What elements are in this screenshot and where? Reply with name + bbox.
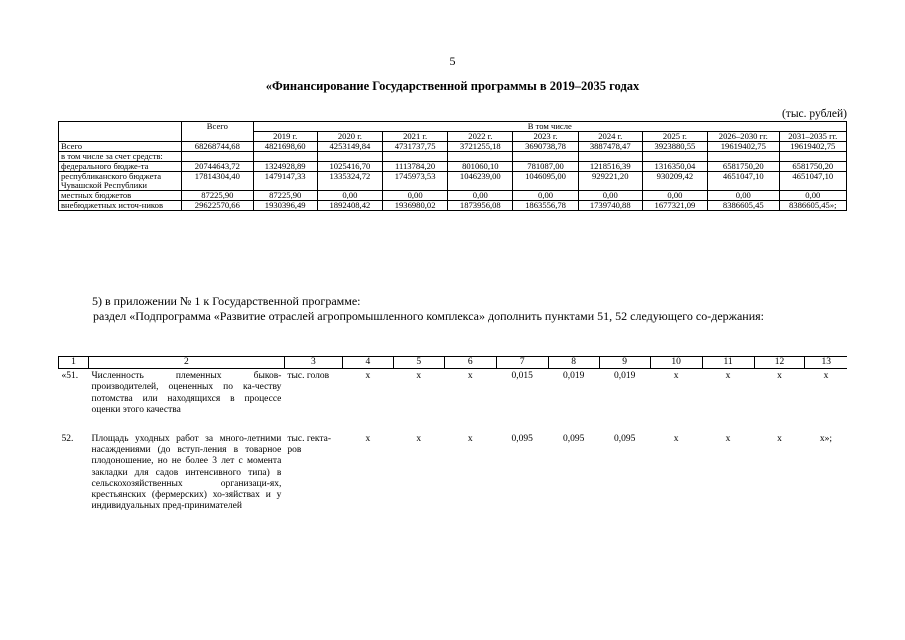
sub-row-unit: тыс. гекта-ров bbox=[287, 434, 332, 456]
sub-row-value: 0,019 bbox=[562, 371, 585, 382]
sub-row-value: x bbox=[673, 434, 679, 445]
fin-year-header: 2024 г. bbox=[578, 132, 642, 142]
sub-row-value: 0,095 bbox=[511, 434, 533, 445]
fin-row-value: 930209,42 bbox=[642, 172, 707, 191]
sub-row-spacer bbox=[59, 418, 848, 432]
fin-row-value: 0,00 bbox=[513, 191, 578, 201]
fin-row-value: 4651047,10 bbox=[779, 172, 846, 191]
fin-row-value: 1316350,04 bbox=[642, 162, 707, 172]
fin-row-value: 1892408,42 bbox=[317, 201, 382, 211]
sub-col-number: 7 bbox=[496, 357, 548, 369]
fin-row-value: 1745973,53 bbox=[383, 172, 448, 191]
fin-row-label: Всего bbox=[59, 142, 182, 152]
fin-row-value: 1046239,00 bbox=[448, 172, 513, 191]
page-number: 5 bbox=[449, 54, 456, 68]
sub-row-value: x bbox=[365, 371, 371, 382]
fin-table-row bbox=[59, 191, 847, 201]
sub-col-number: 11 bbox=[702, 357, 754, 369]
fin-row-label: республиканского бюджета Чувашской Республики bbox=[59, 172, 182, 191]
sub-col-number: 10 bbox=[650, 357, 702, 369]
fin-row-value: 1335324,72 bbox=[317, 172, 382, 191]
fin-table-row bbox=[59, 142, 847, 152]
sub-row-name: Площадь уходных работ за много-летними насаждениями (до вступ-ления в товарное плодоношение, но не более 3 лет с момента закладки для садов интенсивного типа) в сельскохозяйственных организаци-ях, крестьянских (фермерских) хо-зяйствах и у индивидуальных пред-принимателей bbox=[91, 434, 282, 512]
sub-table-header-row bbox=[59, 357, 848, 369]
sub-row-value: x bbox=[777, 371, 782, 382]
fin-row-total: 29622570,66 bbox=[182, 201, 254, 211]
fin-row-label: федерального бюдже-та bbox=[59, 162, 182, 172]
fin-row-label: в том числе за счет средств: bbox=[59, 152, 182, 162]
fin-row-value: 1025416,70 bbox=[317, 162, 382, 172]
sub-row-value: x bbox=[467, 434, 473, 445]
fin-row-value: 8386605,45»; bbox=[779, 201, 846, 211]
fin-row-total: 87225,90 bbox=[182, 191, 254, 201]
fin-header-group: В том числе bbox=[253, 122, 846, 132]
fin-row-value: 1873956,08 bbox=[448, 201, 513, 211]
sub-row-value: x bbox=[416, 434, 422, 445]
financing-table bbox=[58, 121, 847, 211]
fin-row-total: 68268744,68 bbox=[182, 142, 254, 152]
fin-row-total: 17814304,40 bbox=[182, 172, 254, 191]
fin-row-value: 0,00 bbox=[578, 191, 642, 201]
sub-row-value: 0,019 bbox=[613, 371, 636, 382]
fin-row-value: 1739740,88 bbox=[578, 201, 642, 211]
fin-row-label: внебюджетных источ-ников bbox=[59, 201, 182, 211]
fin-header-blank bbox=[59, 122, 182, 142]
fin-year-header: 2019 г. bbox=[253, 132, 317, 142]
fin-row-value: 0,00 bbox=[317, 191, 382, 201]
fin-row-label: местных бюджетов bbox=[59, 191, 182, 201]
fin-row-value: 1218516,39 bbox=[578, 162, 642, 172]
fin-year-header: 2021 г. bbox=[383, 132, 448, 142]
fin-year-header: 2023 г. bbox=[513, 132, 578, 142]
fin-row-value: 1479147,33 bbox=[253, 172, 317, 191]
fin-row-value: 801060,10 bbox=[448, 162, 513, 172]
fin-year-header: 2020 г. bbox=[317, 132, 382, 142]
fin-table-row bbox=[59, 201, 847, 211]
fin-row-value: 4651047,10 bbox=[708, 172, 780, 191]
sub-row-value: x bbox=[467, 371, 473, 382]
fin-row-value bbox=[513, 152, 578, 162]
sub-row-number: 52. bbox=[61, 434, 74, 445]
sub-row-unit: тыс. голов bbox=[287, 371, 330, 382]
fin-row-value: 1046095,00 bbox=[513, 172, 578, 191]
fin-row-value: 0,00 bbox=[779, 191, 846, 201]
sub-row-name: Численность племенных быков-производителей, оцененных по ка-честву потомства или находящихся в процессе оценки этого качества bbox=[91, 371, 282, 415]
sub-col-number: 5 bbox=[393, 357, 444, 369]
fin-row-value: 0,00 bbox=[383, 191, 448, 201]
fin-table-row bbox=[59, 162, 847, 172]
sub-row-value: x»; bbox=[819, 434, 833, 445]
sub-row-value: x bbox=[823, 371, 829, 382]
fin-row-value: 6581750,20 bbox=[708, 162, 780, 172]
fin-row-value: 4253149,84 bbox=[317, 142, 382, 152]
sub-table-row bbox=[59, 432, 848, 514]
fin-row-value bbox=[642, 152, 707, 162]
fin-row-value: 1113784,20 bbox=[383, 162, 448, 172]
sub-col-number: 13 bbox=[805, 357, 847, 369]
fin-row-value: 929221,20 bbox=[578, 172, 642, 191]
fin-row-value: 1936980,02 bbox=[383, 201, 448, 211]
fin-row-value bbox=[708, 152, 780, 162]
sub-row-value: 0,015 bbox=[511, 371, 533, 382]
sub-table-row bbox=[59, 369, 848, 418]
sub-row-number: «51. bbox=[61, 371, 79, 382]
fin-year-header: 2026–2030 гг. bbox=[708, 132, 780, 142]
fin-row-value: 4731737,75 bbox=[383, 142, 448, 152]
sub-table-body bbox=[59, 369, 848, 515]
paragraph-section-add: раздел «Подпрограмма «Развитие отраслей агропромышленного комплекса» дополнить пунктами 51, 52 следующего со-держания: bbox=[93, 309, 764, 323]
units-label: (тыс. рублей) bbox=[781, 108, 847, 120]
fin-table-row bbox=[59, 172, 847, 191]
sub-row-value: x bbox=[777, 434, 782, 445]
fin-year-header: 2031–2035 гг. bbox=[779, 132, 846, 142]
fin-row-value: 3721255,18 bbox=[448, 142, 513, 152]
fin-row-value: 3690738,78 bbox=[513, 142, 578, 152]
sub-col-number: 2 bbox=[88, 357, 284, 369]
fin-row-value bbox=[383, 152, 448, 162]
paragraph-item-5: 5) в приложении № 1 к Государственной программе: bbox=[92, 294, 361, 308]
fin-table-body bbox=[59, 142, 847, 211]
subprogram-indicators-table bbox=[58, 356, 847, 514]
fin-row-value: 3923880,55 bbox=[642, 142, 707, 152]
sub-row-value: x bbox=[725, 371, 731, 382]
fin-row-value: 8386605,45 bbox=[708, 201, 780, 211]
sub-col-number: 12 bbox=[754, 357, 805, 369]
sub-row-value: x bbox=[365, 434, 371, 445]
document-title: «Финансирование Государственной программы в 2019–2035 годах bbox=[265, 79, 640, 93]
fin-row-value: 0,00 bbox=[708, 191, 780, 201]
fin-row-value: 1930396,49 bbox=[253, 201, 317, 211]
fin-row-value: 0,00 bbox=[448, 191, 513, 201]
fin-row-value: 87225,90 bbox=[253, 191, 317, 201]
sub-row-value: x bbox=[673, 371, 679, 382]
sub-col-number: 1 bbox=[59, 357, 89, 369]
sub-col-number: 3 bbox=[284, 357, 342, 369]
fin-header-total: Всего bbox=[182, 122, 254, 142]
sub-col-number: 4 bbox=[342, 357, 393, 369]
sub-col-number: 9 bbox=[599, 357, 650, 369]
fin-row-value: 19619402,75 bbox=[779, 142, 846, 152]
fin-row-value: 6581750,20 bbox=[779, 162, 846, 172]
fin-row-value bbox=[317, 152, 382, 162]
fin-row-value bbox=[578, 152, 642, 162]
sub-row-value: 0,095 bbox=[613, 434, 636, 445]
fin-year-header: 2025 г. bbox=[642, 132, 707, 142]
fin-year-header: 2022 г. bbox=[448, 132, 513, 142]
fin-row-value: 3887478,47 bbox=[578, 142, 642, 152]
fin-table-row bbox=[59, 152, 847, 162]
fin-row-value: 19619402,75 bbox=[708, 142, 780, 152]
fin-row-value: 1677321,09 bbox=[642, 201, 707, 211]
sub-row-value: x bbox=[416, 371, 422, 382]
fin-row-value bbox=[253, 152, 317, 162]
fin-row-value bbox=[779, 152, 846, 162]
sub-row-value: 0,095 bbox=[562, 434, 585, 445]
fin-row-total bbox=[182, 152, 254, 162]
fin-header-row-1 bbox=[59, 122, 847, 132]
fin-row-value bbox=[448, 152, 513, 162]
fin-row-value: 1863556,78 bbox=[513, 201, 578, 211]
fin-row-value: 4821698,60 bbox=[253, 142, 317, 152]
fin-row-value: 0,00 bbox=[642, 191, 707, 201]
fin-row-value: 781087,00 bbox=[513, 162, 578, 172]
sub-col-number: 8 bbox=[548, 357, 599, 369]
sub-col-number: 6 bbox=[444, 357, 496, 369]
fin-row-total: 20744643,72 bbox=[182, 162, 254, 172]
sub-row-value: x bbox=[725, 434, 731, 445]
fin-row-value: 1324928,89 bbox=[253, 162, 317, 172]
